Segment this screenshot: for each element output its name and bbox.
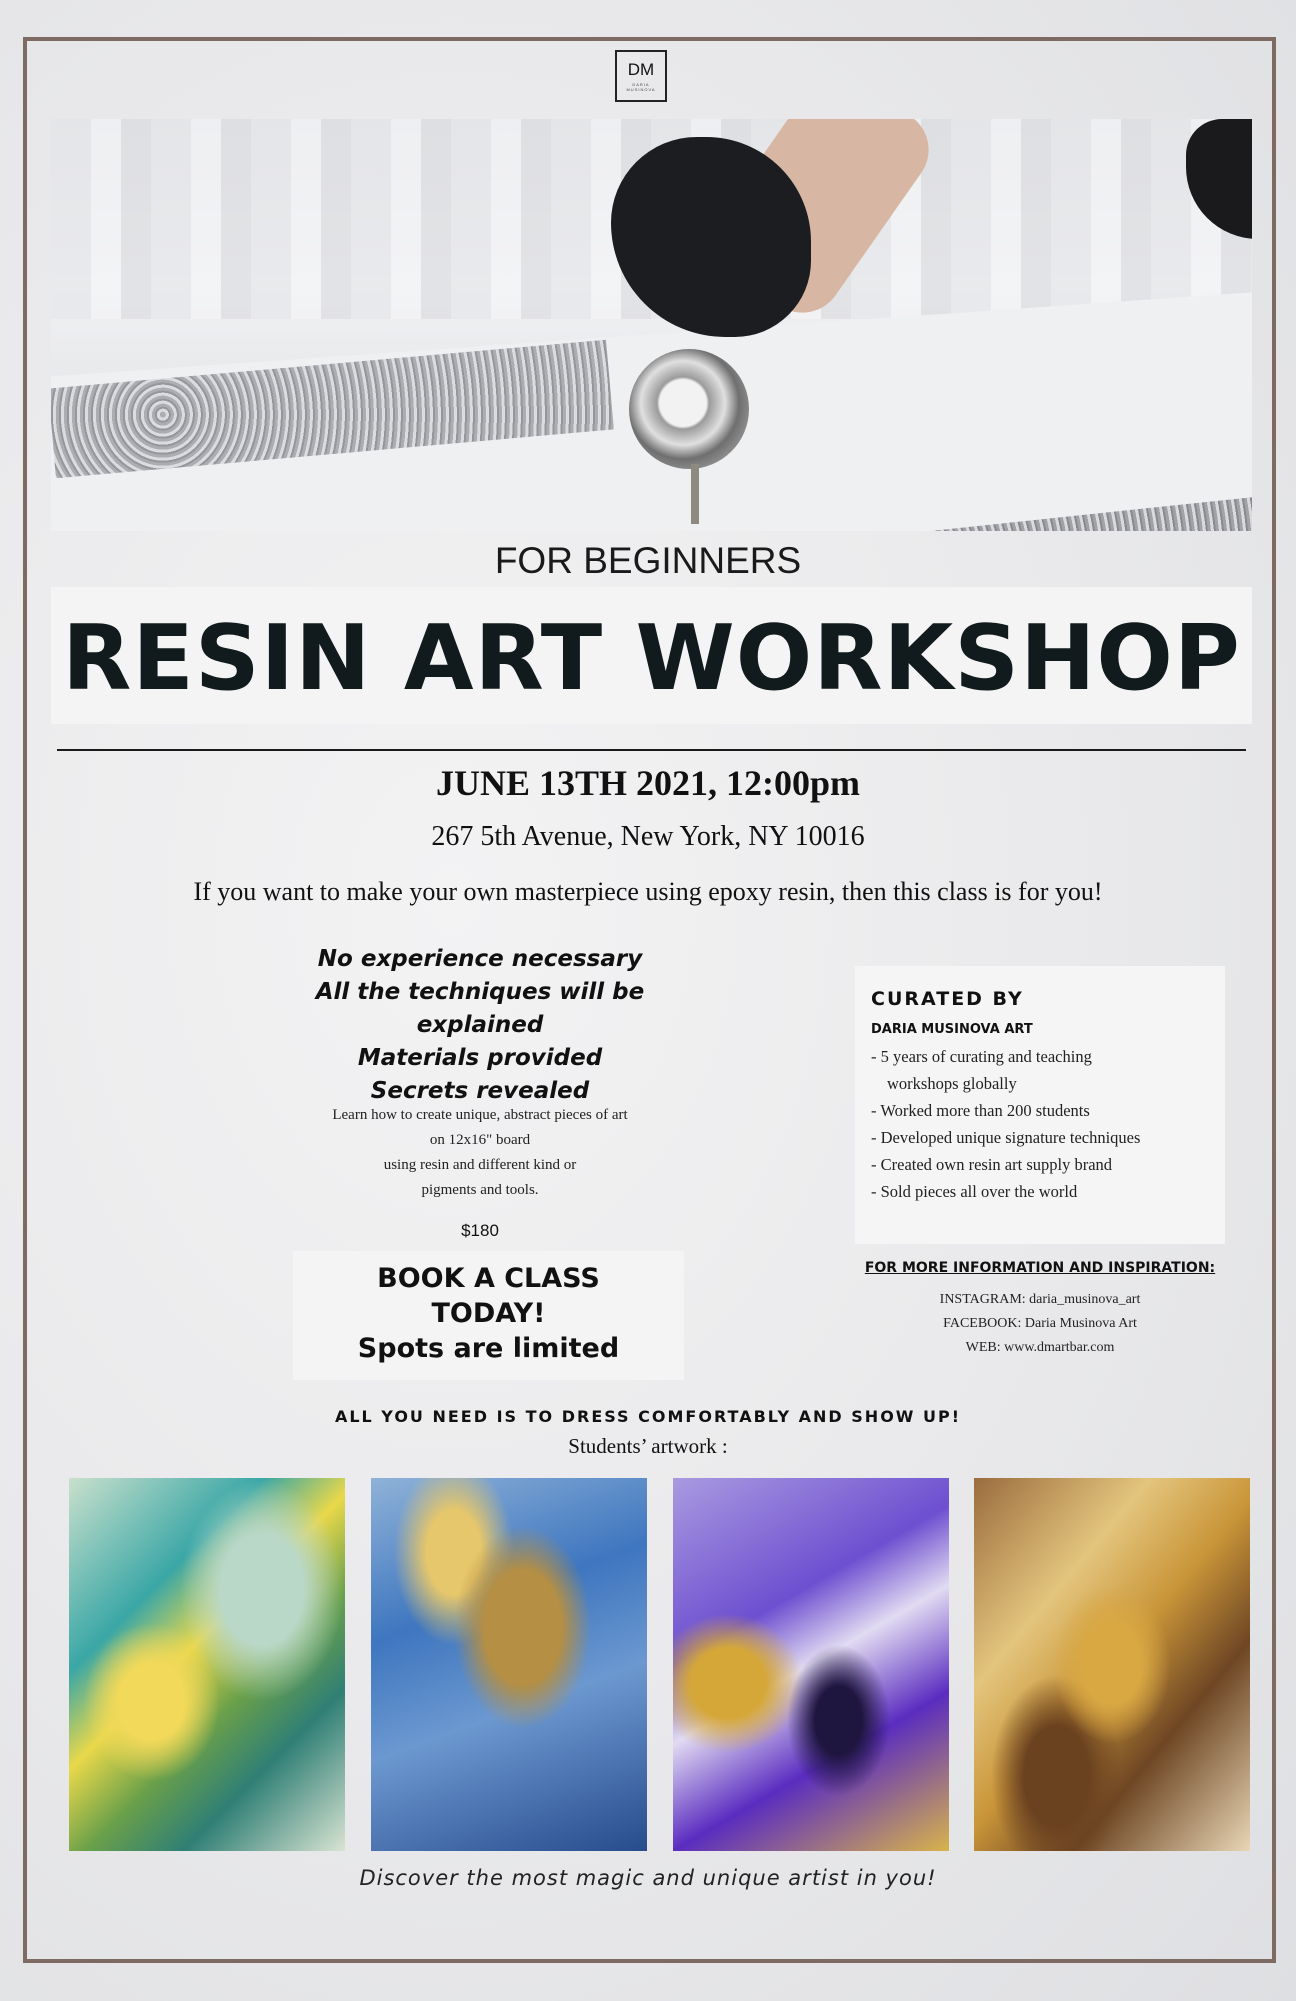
artwork-brown-gold-resin (974, 1478, 1250, 1851)
dress-note: ALL YOU NEED IS TO DRESS COMFORTABLY AND SHOW UP! (334, 1407, 962, 1426)
highlight-item: Materials provided (357, 1045, 603, 1071)
hero-resin-pour-image (51, 119, 1252, 531)
curator-point: - Created own resin art supply brand (871, 1155, 1113, 1174)
book-line-1: BOOK A CLASS (377, 1263, 600, 1294)
description-line: using resin and different kind or (383, 1157, 577, 1173)
highlight-item: All the techniques will be explained (315, 979, 645, 1038)
dm-logo (615, 50, 667, 102)
contact-heading: FOR MORE INFORMATION AND INSPIRATION: (864, 1260, 1216, 1276)
curator-heading: CURATED BY (871, 988, 1024, 1010)
event-date: JUNE 13TH 2021, 12:00pm (435, 763, 861, 803)
logo-mark: DM (627, 60, 655, 79)
highlights-list (250, 943, 710, 1108)
highlight-item: Secrets revealed (370, 1078, 590, 1104)
book-class-box (293, 1251, 684, 1380)
divider (57, 749, 1246, 751)
event-address: 267 5th Avenue, New York, NY 10016 (431, 821, 865, 852)
curator-point: - Sold pieces all over the world (871, 1182, 1078, 1201)
intro-text: If you want to make your own masterpiece using epoxy resin, then this class is for you! (193, 877, 1103, 906)
curator-point: - Worked more than 200 students (871, 1101, 1090, 1120)
description-line: on 12x16" board (429, 1132, 531, 1148)
description-line: Learn how to create unique, abstract pieces of art (332, 1107, 628, 1123)
artwork-purple-resin (673, 1478, 949, 1851)
page-title: RESIN ART WORKSHOP (62, 606, 1241, 711)
logo-subtitle: DARIA MUSINOVA (626, 82, 656, 92)
highlight-item: No experience necessary (317, 946, 643, 972)
curator-box (855, 966, 1225, 1244)
kicker: FOR BEGINNERS (494, 540, 802, 581)
facebook-page: FACEBOOK: Daria Musinova Art (943, 1316, 1137, 1331)
tagline: Discover the most magic and unique artist in you! (359, 1866, 937, 1890)
students-artwork-label: Students’ artwork : (568, 1434, 728, 1458)
price: $180 (461, 1221, 499, 1240)
instagram-handle: INSTAGRAM: daria_musinova_art (939, 1292, 1141, 1307)
artwork-blue-gold-resin (371, 1478, 647, 1851)
contact-info (830, 1288, 1250, 1360)
artwork-green-resin (69, 1478, 345, 1851)
curator-point: workshops globally (887, 1074, 1017, 1093)
book-line-3: Spots are limited (357, 1333, 620, 1364)
curator-point: - 5 years of curating and teaching (871, 1047, 1092, 1066)
curator-point: - Developed unique signature techniques (871, 1128, 1141, 1147)
class-description (280, 1103, 680, 1203)
description-line: pigments and tools. (421, 1182, 539, 1198)
curator-name: DARIA MUSINOVA ART (871, 1022, 1033, 1037)
website: WEB: www.dmartbar.com (965, 1340, 1115, 1355)
curator-points (871, 1043, 1225, 1205)
book-line-2: TODAY! (431, 1298, 546, 1329)
